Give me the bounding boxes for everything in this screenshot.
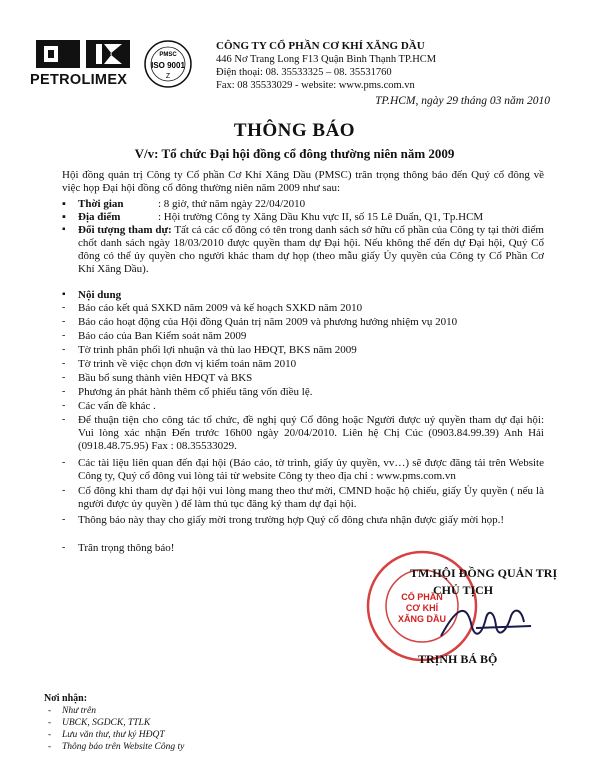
dash-icon: - [62, 344, 66, 355]
dash-icon: - [48, 742, 52, 752]
document-date: TP.HCM, ngày 29 tháng 03 năm 2010 [375, 95, 550, 107]
content-label: Nội dung [78, 289, 122, 301]
content-item: Báo cáo hoạt động của Hội đồng Quản trị năm 2009 và phương hướng nhiệm vụ 2010 [78, 316, 458, 328]
recipient-item: Thông báo trên Website Công ty [62, 742, 185, 752]
note-replace-invitation: Thông báo này thay cho giấy mời trong trường hợp Quý cổ đông chưa nhận được giấy mời họp.! [78, 514, 505, 526]
dash-icon: - [62, 316, 66, 327]
recipient-item: Lưu văn thư, thư ký HĐQT [62, 730, 165, 740]
svg-text:XĂNG DẦU: XĂNG DẦU [397, 614, 447, 624]
attendee-block [78, 224, 544, 276]
bullet-icon: ▪ [62, 211, 66, 223]
svg-text:PMSC: PMSC [159, 52, 177, 58]
content-item: Báo cáo của Ban Kiểm soát năm 2009 [78, 330, 247, 342]
dash-icon: - [62, 514, 66, 525]
note-registration: Để thuận tiện cho công tác tổ chức, đề nghị quý Cổ đông hoặc Người được uỷ quyền tham dự đại hội: Vui lòng xác nhận Đến trước 16h00 ngày 20/04/2010. Liên hệ Chị Cúc (0903.84.99.39) Anh Hải (0918.48.75.95) Fax : 08.35533029. [78, 414, 544, 452]
dash-icon: - [62, 542, 66, 553]
signature-icon [436, 598, 536, 648]
attendee-value: Tất cả các cổ đông có tên trong danh sách sở hữu cổ phần của Công ty tại thời điểm chốt danh sách ngày 18/03/2010 được quyền tham dự Đại hội. Nếu không thể đến dự Đại hội, Quý Cổ đông có thể ủy quyền cho người khác tham dự họp (theo mẫu giấy Ủy quyền của Công ty Cổ Phần Cơ Khí Xăng Dầu). [78, 224, 544, 275]
time-value: : 8 giờ, thứ năm ngày 22/04/2010 [158, 198, 306, 210]
place-value: : Hội trường Công ty Xăng Dầu Khu vực II, số 15 Lê Duẩn, Q1, Tp.HCM [158, 211, 484, 223]
content-item: Tờ trình phân phối lợi nhuận và thù lao HĐQT, BKS năm 2009 [78, 344, 357, 356]
document-title: THÔNG BÁO [233, 120, 356, 141]
intro-paragraph: Hội đồng quản trị Công ty Cổ phần Cơ Khí Xăng Dầu (PMSC) trân trọng thông báo đến Quý cổ đông về việc họp Đại hội đồng cổ đông thường niên năm 2009 như sau: [62, 169, 544, 194]
dash-icon: - [62, 457, 66, 468]
content-item: Bầu bổ sung thành viên HĐQT và BKS [78, 372, 253, 384]
content-item: Tờ trình về việc chọn đơn vị kiểm toán năm 2010 [78, 358, 297, 370]
signer-name: TRỊNH BÁ BỘ [418, 652, 498, 666]
iso-seal-icon [142, 38, 194, 90]
bullet-icon: ▪ [62, 224, 66, 235]
logo-text: PETROLIMEX [30, 72, 128, 88]
svg-text:ISO 9001: ISO 9001 [151, 61, 185, 70]
place-label: Địa điểm [78, 211, 121, 223]
sign-title-board: TM.HỘI ĐỒNG QUẢN TRỊ [410, 566, 558, 580]
dash-icon: - [62, 330, 66, 341]
dash-icon: - [62, 485, 66, 496]
dash-icon: - [48, 730, 52, 740]
company-address: 446 Nơ Trang Long F13 Quận Bình Thạnh TP.HCM [216, 54, 437, 65]
svg-text:CỔ PHẦN: CỔ PHẦN [401, 592, 443, 602]
dash-icon: - [62, 386, 66, 397]
svg-text:CƠ KHÍ: CƠ KHÍ [405, 603, 439, 613]
note-closing: Trân trọng thông báo! [78, 542, 175, 554]
bullet-icon: ▪ [62, 198, 66, 210]
dash-icon: - [48, 706, 52, 716]
company-name: CÔNG TY CỔ PHẦN CƠ KHÍ XĂNG DẦU [216, 40, 425, 52]
recipient-item: UBCK, SGDCK, TTLK [62, 718, 151, 728]
time-label: Thời gian [78, 198, 124, 210]
dash-icon: - [62, 372, 66, 383]
content-item: Phương án phát hành thêm cổ phiếu tăng vốn điều lệ. [78, 386, 313, 398]
document-subtitle: V/v: Tổ chức Đại hội đồng cổ đông thường niên năm 2009 [134, 146, 455, 161]
recipient-item: Như trên [62, 706, 96, 716]
dash-icon: - [62, 400, 66, 411]
content-item: Các vấn đề khác . [78, 400, 156, 412]
company-fax-web: Fax: 08 35533029 - website: www.pms.com.vn [216, 80, 415, 91]
content-item: Báo cáo kết quả SXKD năm 2009 và kế hoạch SXKD năm 2010 [78, 302, 363, 314]
recipients-label: Nơi nhận: [44, 693, 88, 704]
company-info [216, 40, 436, 92]
dash-icon: - [62, 302, 66, 313]
note-id-papers: Cổ đông khi tham dự đại hội vui lòng mang theo thư mời, CMND hoặc hộ chiếu, giấy Ủy quyền ( nếu là người được ủy quyền ) để làm thủ tục đăng ký tham dự đại hội. [78, 485, 544, 510]
company-phone: Điện thoại: 08. 35533325 – 08. 35531760 [216, 67, 392, 78]
dash-icon: - [48, 718, 52, 728]
bullet-icon: ▪ [62, 289, 66, 300]
dash-icon: - [62, 414, 66, 425]
dash-icon: - [62, 358, 66, 369]
note-documents: Các tài liệu liên quan đến đại hội (Báo cáo, tờ trình, giấy ủy quyền, vv…) sẽ được đăng tải trên Website Công ty, Quý cổ đông vui lòng tải từ website Công ty theo địa chỉ : www.pms.com.vn [78, 457, 544, 482]
attendee-label: Đối tượng tham dự: [78, 224, 172, 236]
sign-title-chairman: CHỦ TỊCH [433, 583, 494, 597]
svg-text:Z: Z [165, 73, 171, 80]
petrolimex-logo-mark [36, 40, 132, 68]
